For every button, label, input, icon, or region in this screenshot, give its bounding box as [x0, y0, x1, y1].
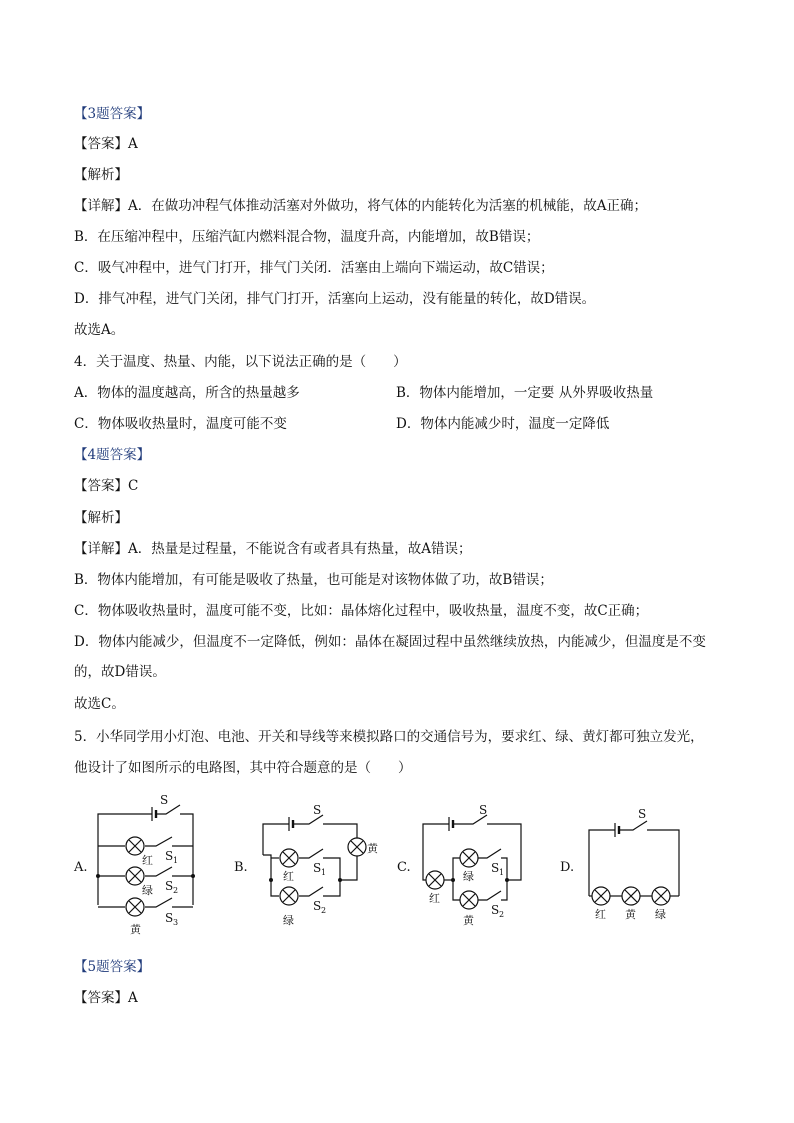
- q3-conclusion: 故选A。: [74, 322, 125, 338]
- q3-answer-header: 【3题答案】: [74, 106, 151, 122]
- circuit-a-diagram: [90, 790, 210, 940]
- circuit-a-s1-label: S: [165, 849, 174, 863]
- circuit-c-yellow-label: 黄: [463, 914, 474, 927]
- circuit-d-switch-label: S: [638, 807, 647, 821]
- circuit-c-diagram: [415, 800, 540, 930]
- q4-answer-header: 【4题答案】: [74, 447, 151, 463]
- circuit-a-yellow-label: 黄: [130, 923, 141, 936]
- circuit-a-s2-subscript: 2: [173, 886, 179, 895]
- circuit-a-s3-label: S: [165, 911, 174, 925]
- q5-answer: 【答案】A: [74, 990, 138, 1006]
- circuit-b-s1-subscript: 1: [321, 868, 327, 877]
- circuit-d-red-label: 红: [595, 908, 606, 921]
- circuit-c-green-label: 绿: [463, 870, 474, 883]
- circuit-a-switch-label: S: [160, 793, 169, 807]
- circuit-b-s1-label: S: [313, 861, 322, 875]
- q3-detail-c: C．吸气冲程中，进气门打开，排气门关闭．活塞由上端向下端运动，故C错误；: [74, 260, 554, 276]
- q4-analysis-label: 【解析】: [74, 510, 128, 526]
- q4-option-a: A．物体的温度越高，所含的热量越多: [74, 385, 300, 401]
- q4-detail-a: 【详解】A．热量是过程量，不能说含有或者具有热量，故A错误；: [74, 541, 472, 557]
- circuit-a-red-label: 红: [142, 854, 153, 867]
- q3-detail-d: D．排气冲程，进气门关闭，排气门打开，活塞向上运动，没有能量的转化，故D错误。: [74, 291, 596, 307]
- circuit-b-red-label: 红: [283, 870, 294, 883]
- circuit-b-s2-subscript: 2: [321, 906, 327, 915]
- circuit-c-s1-subscript: 1: [499, 868, 505, 877]
- circuit-d-diagram: [585, 808, 695, 923]
- circuit-d-green-label: 绿: [655, 908, 666, 921]
- circuit-b-yellow-label: 黄: [367, 842, 378, 855]
- circuit-a-green-label: 绿: [142, 884, 153, 897]
- circuit-c-s2-subscript: 2: [499, 910, 505, 919]
- circuit-c-switch-label: S: [479, 803, 488, 817]
- circuit-c-red-label: 红: [429, 892, 440, 905]
- q5-question-line1: 5．小华同学用小灯泡、电池、开关和导线等来模拟路口的交通信号为，要求红、绿、黄灯都可独立发光，: [74, 729, 704, 745]
- circuit-c-s1-label: S: [491, 861, 500, 875]
- circuit-a-s2-label: S: [165, 879, 174, 893]
- q3-answer: 【答案】A: [74, 136, 138, 152]
- q4-option-b: B．物体内能增加，一定要 从外界吸收热量: [396, 385, 654, 401]
- q5-question-line2: 他设计了如图所示的电路图，其中符合题意的是（ ）: [74, 760, 412, 776]
- circuit-b-green-label: 绿: [283, 914, 294, 927]
- q4-detail-b: B．物体内能增加，有可能是吸收了热量，也可能是对该物体做了功，故B错误；: [74, 572, 553, 588]
- q3-analysis-label: 【解析】: [74, 167, 128, 183]
- q4-conclusion: 故选C。: [74, 696, 125, 712]
- q5-answer-header: 【5题答案】: [74, 959, 151, 975]
- circuit-a-s3-subscript: 3: [173, 918, 179, 927]
- q3-detail-a: 【详解】A．在做功冲程气体推动活塞对外做功，将气体的内能转化为活塞的机械能，故A正确；: [74, 198, 647, 214]
- q4-question: 4．关于温度、热量、内能，以下说法正确的是（ ）: [74, 354, 407, 370]
- circuit-c-label: C.: [397, 860, 411, 875]
- circuit-b-s2-label: S: [313, 899, 322, 913]
- circuit-a-label: A.: [74, 860, 88, 875]
- q4-detail-c: C．物体吸收热量时，温度可能不变，比如：晶体熔化过程中，吸收热量，温度不变，故C正确；: [74, 603, 649, 619]
- circuit-b-label: B.: [234, 860, 248, 875]
- circuit-b-diagram: [255, 800, 385, 930]
- circuit-a-s1-subscript: 1: [173, 856, 179, 865]
- circuit-c-s2-label: S: [491, 903, 500, 917]
- q4-option-c: C．物体吸收热量时，温度可能不变: [74, 416, 287, 432]
- circuit-b-switch-label: S: [313, 803, 322, 817]
- q4-answer: 【答案】C: [74, 478, 139, 494]
- circuit-d-label: D.: [560, 860, 575, 875]
- q4-option-d: D．物体内能减少时，温度一定降低: [396, 416, 610, 432]
- q3-detail-b: B．在压缩冲程中，压缩汽缸内燃料混合物，温度升高，内能增加，故B错误；: [74, 229, 540, 245]
- circuit-d-yellow-label: 黄: [625, 908, 636, 921]
- q4-detail-d-line2: 的，故D错误。: [74, 664, 166, 680]
- q4-detail-d-line1: D．物体内能减少，但温度不一定降低，例如：晶体在凝固过程中虽然继续放热，内能减少，但温度是不变: [74, 634, 706, 650]
